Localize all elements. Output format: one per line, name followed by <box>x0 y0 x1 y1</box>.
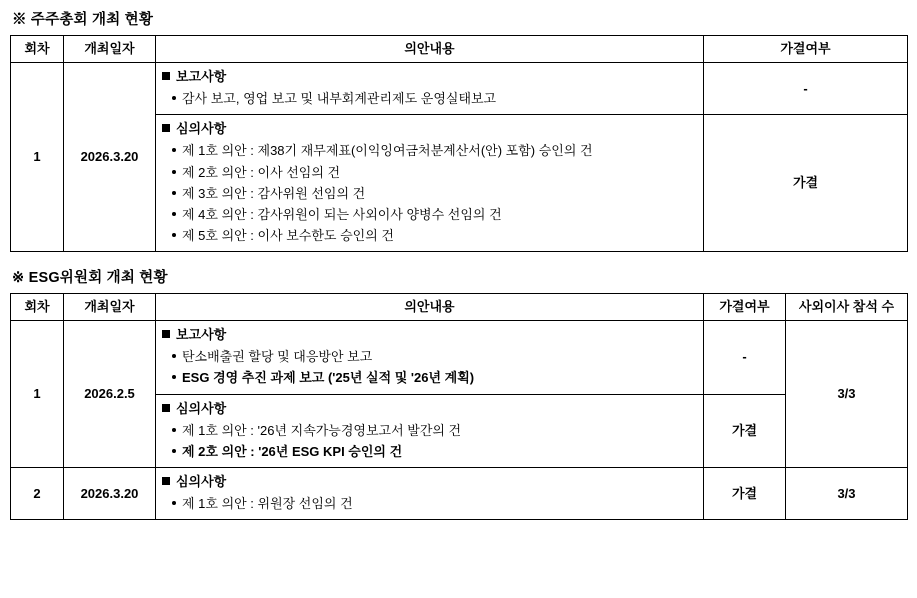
section-title-esg: ※ ESG위원회 개최 현황 <box>12 270 168 287</box>
cell-result-report: - <box>704 321 786 394</box>
agenda-item <box>172 368 697 388</box>
agenda-item <box>172 347 697 367</box>
agenda-heading-review <box>162 399 697 419</box>
table-row <box>11 321 908 394</box>
table-header-row <box>11 294 908 321</box>
agenda-item-text: 제 1호 의안 : 위원장 선임의 건 <box>182 496 353 512</box>
dot-bullet-icon <box>172 170 176 174</box>
dot-bullet-icon <box>172 449 176 453</box>
agenda-item <box>172 89 697 109</box>
table-row <box>11 467 908 519</box>
cell-result-review: 가결 <box>704 394 786 467</box>
column-header-date: 개최일자 <box>64 36 156 63</box>
table-row <box>11 63 908 115</box>
cell-result-report: - <box>704 63 908 115</box>
dot-bullet-icon <box>172 212 176 216</box>
shareholders-meeting-table <box>10 35 908 252</box>
square-bullet-icon <box>162 404 170 412</box>
dot-bullet-icon <box>172 375 176 379</box>
dot-bullet-icon <box>172 148 176 152</box>
column-header-agenda: 의안내용 <box>156 36 704 63</box>
agenda-heading-text: 심의사항 <box>176 400 227 416</box>
agenda-item <box>172 442 697 462</box>
cell-agenda-report <box>156 321 704 394</box>
cell-attendance: 3/3 <box>786 321 908 468</box>
table-header-row <box>11 36 908 63</box>
section-shareholders-meeting <box>0 8 917 252</box>
section-esg-committee <box>0 266 917 520</box>
square-bullet-icon <box>162 124 170 132</box>
column-header-round: 회차 <box>11 36 64 63</box>
dot-bullet-icon <box>172 96 176 100</box>
column-header-round: 회차 <box>11 294 64 321</box>
agenda-item-text: 제 4호 의안 : 감사위원이 되는 사외이사 양병수 선임의 건 <box>182 206 502 222</box>
agenda-heading-text: 보고사항 <box>176 69 227 84</box>
agenda-item <box>172 163 697 183</box>
agenda-item <box>172 141 697 161</box>
dot-bullet-icon <box>172 501 176 505</box>
cell-attendance: 3/3 <box>786 467 908 519</box>
agenda-item <box>172 226 697 246</box>
column-header-agenda: 의안내용 <box>156 294 704 321</box>
column-header-result: 가결여부 <box>704 36 908 63</box>
agenda-heading-review <box>162 119 697 139</box>
agenda-heading-text: 보고사항 <box>176 327 227 343</box>
agenda-item <box>172 184 697 204</box>
column-header-attendance: 사외이사 참석 수 <box>786 294 908 321</box>
square-bullet-icon <box>162 330 170 338</box>
cell-date: 2026.3.20 <box>64 467 156 519</box>
cell-round: 1 <box>11 321 64 468</box>
dot-bullet-icon <box>172 233 176 237</box>
agenda-item <box>172 205 697 225</box>
agenda-item-text: 제 1호 의안 : '26년 지속가능경영보고서 발간의 건 <box>182 422 462 438</box>
section-title-shareholders: ※ 주주총회 개최 현황 <box>12 12 154 28</box>
cell-result-review: 가결 <box>704 115 908 252</box>
dot-bullet-icon <box>172 191 176 195</box>
column-header-date: 개최일자 <box>64 294 156 321</box>
agenda-item-text: 감사 보고, 영업 보고 및 내부회계관리제도 운영실태보고 <box>182 91 497 107</box>
agenda-item-text: 제 5호 의안 : 이사 보수한도 승인의 건 <box>182 227 394 243</box>
cell-round: 1 <box>11 63 64 252</box>
document-page <box>0 8 917 598</box>
agenda-item-text: 제 2호 의안 : '26년 ESG KPI 승인의 건 <box>182 443 403 459</box>
cell-round: 2 <box>11 467 64 519</box>
agenda-item <box>172 494 697 514</box>
agenda-item-text: 탄소배출권 할당 및 대응방안 보고 <box>182 349 373 365</box>
cell-agenda-review <box>156 394 704 467</box>
agenda-item-text: ESG 경영 추진 과제 보고 ('25년 실적 및 '26년 계획) <box>182 370 475 386</box>
square-bullet-icon <box>162 477 170 485</box>
cell-result-review: 가결 <box>704 467 786 519</box>
dot-bullet-icon <box>172 354 176 358</box>
agenda-item-text: 제 1호 의안 : 제38기 재무제표(이익잉여금처분계산서(안) 포함) 승인의 건 <box>182 143 593 159</box>
cell-agenda-review <box>156 115 704 252</box>
agenda-heading-report <box>162 325 697 345</box>
column-header-result: 가결여부 <box>704 294 786 321</box>
agenda-item <box>172 421 697 441</box>
dot-bullet-icon <box>172 428 176 432</box>
agenda-heading-report <box>162 67 697 87</box>
square-bullet-icon <box>162 72 170 80</box>
agenda-heading-text: 심의사항 <box>176 121 227 137</box>
esg-committee-table <box>10 293 908 520</box>
cell-agenda-report <box>156 63 704 115</box>
cell-date: 2026.3.20 <box>64 63 156 252</box>
agenda-item-text: 제 2호 의안 : 이사 선임의 건 <box>182 164 341 180</box>
cell-agenda-review <box>156 467 704 519</box>
agenda-item-text: 제 3호 의안 : 감사위원 선임의 건 <box>182 185 366 201</box>
agenda-heading-text: 심의사항 <box>176 473 227 489</box>
cell-date: 2026.2.5 <box>64 321 156 468</box>
agenda-heading-review <box>162 472 697 492</box>
